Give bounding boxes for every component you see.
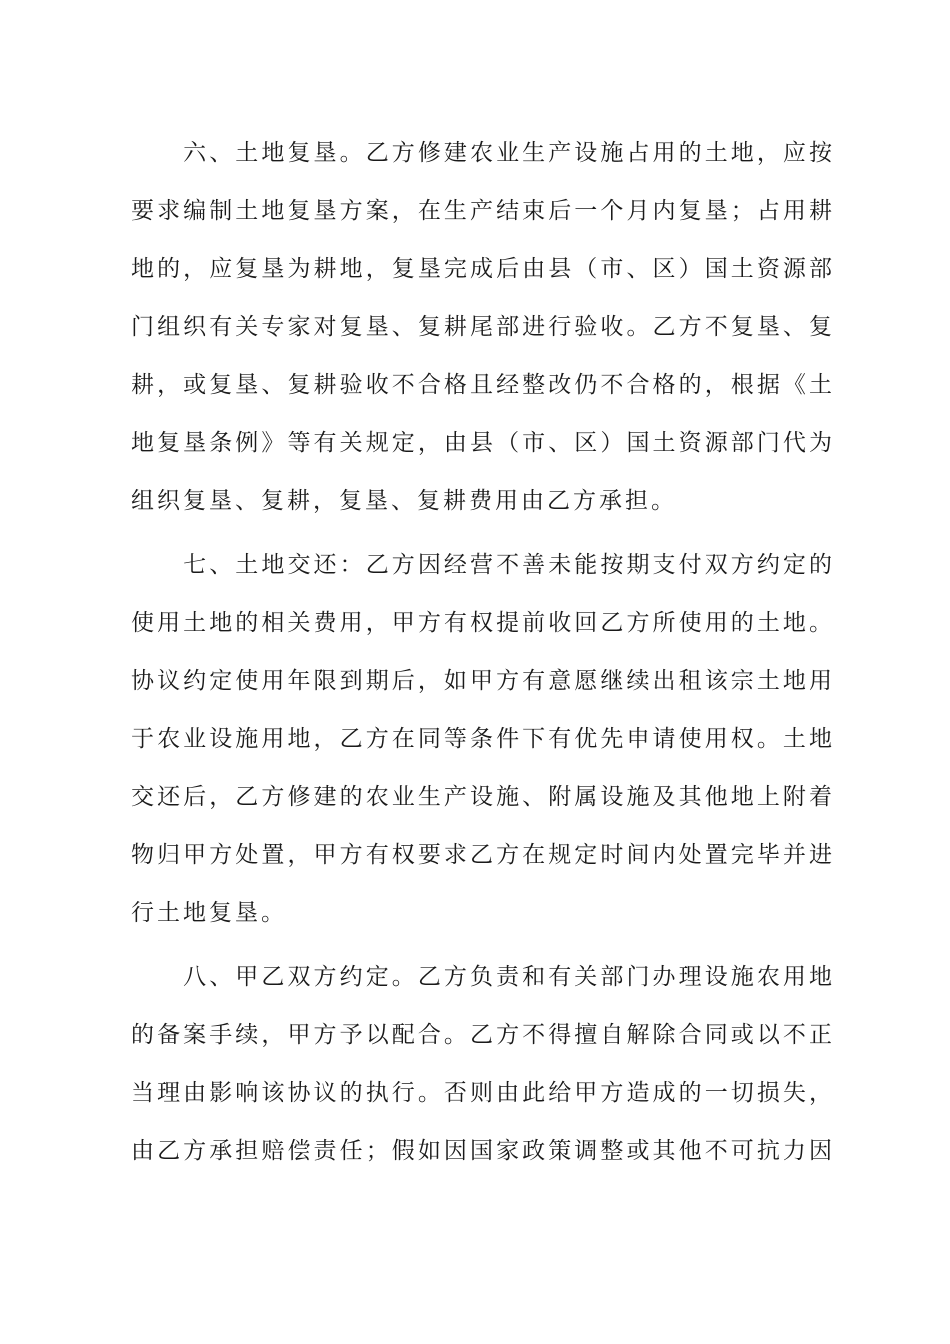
paragraph-party-agreement: [131, 948, 835, 1180]
paragraph-line: 当理由影响该协议的执行。否则由此给甲方造成的一切损失，: [131, 1080, 835, 1106]
paragraph-line: 由乙方承担赔偿责任；假如因国家政策调整或其他不可抗力因: [131, 1138, 835, 1164]
paragraph-line: 物归甲方处置，甲方有权要求乙方在规定时间内处置完毕并进: [131, 842, 835, 868]
paragraph-land-return: [131, 536, 835, 942]
paragraph-line: 六、土地复垦。乙方修建农业生产设施占用的土地，应按: [131, 140, 835, 166]
paragraph-line: 于农业设施用地，乙方在同等条件下有优先申请使用权。土地: [131, 726, 835, 752]
paragraph-line: 七、土地交还：乙方因经营不善未能按期支付双方约定的: [131, 552, 835, 578]
paragraph-line: 协议约定使用年限到期后，如甲方有意愿继续出租该宗土地用: [131, 668, 835, 694]
paragraph-line: 行土地复垦。: [131, 900, 287, 926]
paragraph-line: 地的，应复垦为耕地，复垦完成后由县（市、区）国土资源部: [131, 256, 835, 282]
paragraph-line: 地复垦条例》等有关规定，由县（市、区）国土资源部门代为: [131, 430, 835, 456]
paragraph-line: 使用土地的相关费用，甲方有权提前收回乙方所使用的土地。: [131, 610, 835, 636]
paragraph-line: 八、甲乙双方约定。乙方负责和有关部门办理设施农用地: [131, 964, 835, 990]
paragraph-line: 要求编制土地复垦方案，在生产结束后一个月内复垦；占用耕: [131, 198, 835, 224]
paragraph-line: 的备案手续，甲方予以配合。乙方不得擅自解除合同或以不正: [131, 1022, 835, 1048]
paragraph-line: 组织复垦、复耕，复垦、复耕费用由乙方承担。: [131, 488, 677, 514]
paragraph-land-reclamation: [131, 124, 835, 530]
paragraph-line: 耕，或复垦、复耕验收不合格且经整改仍不合格的，根据《土: [131, 372, 835, 398]
paragraph-line: 交还后，乙方修建的农业生产设施、附属设施及其他地上附着: [131, 784, 835, 810]
paragraph-line: 门组织有关专家对复垦、复耕尾部进行验收。乙方不复垦、复: [131, 314, 835, 340]
